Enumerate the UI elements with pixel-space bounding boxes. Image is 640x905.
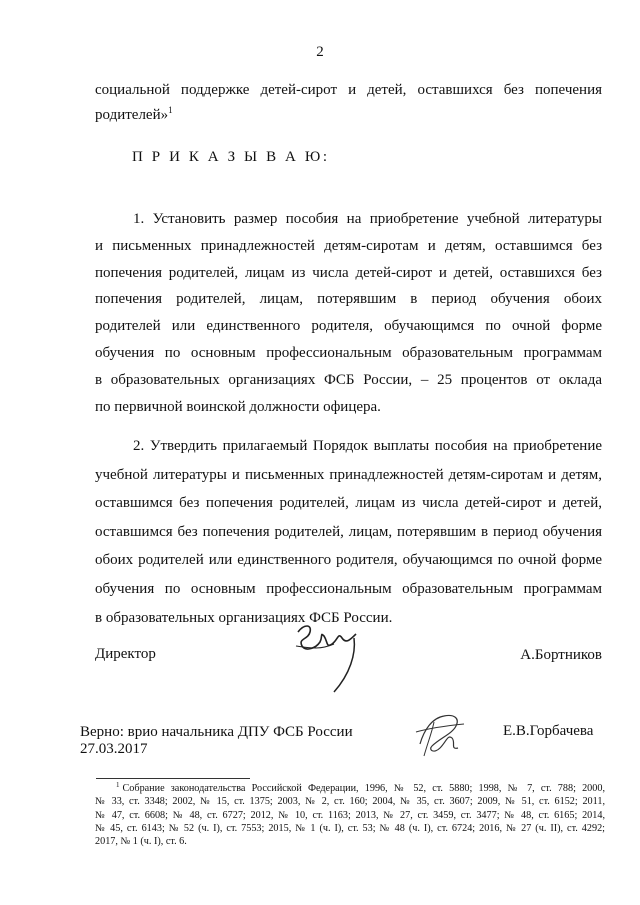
text-line: родителей или единственного родителя, обучающимся по очной форме — [95, 318, 602, 335]
text-line: в образовательных организациях ФСБ России, – 25 процентов от оклада — [95, 371, 602, 388]
signatory-name: А.Бортников — [520, 647, 602, 663]
text-fragment: родителей» — [95, 107, 169, 123]
text-line: 1. Установить размер пособия на приобретение учебной литературы — [133, 211, 602, 227]
footnote — [95, 782, 605, 848]
page-number: 2 — [316, 44, 324, 60]
text-line — [95, 103, 602, 128]
footnote-line: № 45, ст. 6143; № 52 (ч. I), ст. 7553; 2015, № 1 (ч. I), ст. 53; № 48 (ч. I), ст. 6724; 2016, № 27 (ч. II), ст. 4292; — [95, 822, 605, 834]
order-item-2 — [95, 432, 602, 632]
text-line: оставшимся без попечения родителей, лицам из числа детей-сирот и детей, — [95, 495, 602, 512]
text-line: попечения родителей, лицам, потерявшим в период обучения обоих — [95, 291, 602, 308]
certifier-signature-icon — [410, 708, 470, 763]
order-item-1 — [95, 206, 602, 420]
signatory-title: Директор — [95, 646, 156, 662]
footnote-line — [95, 782, 605, 795]
certification-date: 27.03.2017 — [80, 741, 148, 757]
text-line: социальной поддержке детей-сирот и детей, оставшихся без попечения — [95, 82, 602, 98]
certification-text: Верно: врио начальника ДПУ ФСБ России — [80, 724, 353, 740]
footnote-reference: 1 — [168, 105, 173, 115]
text-line: в образовательных организациях ФСБ России. — [95, 609, 393, 626]
text-line: по первичной воинской должности офицера. — [95, 398, 381, 415]
footnote-mark: 1 — [116, 782, 120, 789]
footnote-line: № 47, ст. 6608; № 48, ст. 6727; 2012, № 10, ст. 1163; 2013, № 27, ст. 3459, ст. 3477; № 48, ст. 6165; 2014, — [95, 809, 605, 821]
footnote-line: № 33, ст. 3348; 2002, № 15, ст. 1375; 2003, № 2, ст. 160; 2004, № 35, ст. 3607; 2009, № 51, ст. 6152; 2011, — [95, 796, 605, 808]
text-line: обучения по основным профессиональным образовательным программам — [95, 580, 602, 597]
text-line: 2. Утвердить прилагаемый Порядок выплаты пособия на приобретение — [133, 438, 602, 454]
footnote-line: 2017, № 1 (ч. I), ст. 6. — [95, 836, 187, 848]
footnote-text: Собрание законодательства Российской Федерации, 1996, № 52, ст. 5880; 1998, № 7, ст. 788; 2000, — [122, 783, 605, 794]
text-line: учебной литературы и письменных принадлежностей детям-сиротам и детям, — [95, 466, 602, 483]
director-signature-icon — [290, 618, 380, 698]
footnote-divider — [96, 778, 250, 779]
text-line: попечения родителей, лицам из числа детей-сирот и детей, оставшихся без — [95, 264, 602, 281]
intro-paragraph — [95, 78, 602, 128]
text-line: обучения по основным профессиональным образовательным программам — [95, 344, 602, 361]
certifier-name: Е.В.Горбачева — [503, 723, 594, 739]
text-line: и письменных принадлежностей детям-сиротам и детям, оставшимся без — [95, 237, 602, 254]
text-line: обоих родителей или единственного родителя, обучающимся по очной форме — [95, 552, 602, 569]
text-line: оставшимся без попечения родителей, лицам, потерявшим в период обучения — [95, 523, 602, 540]
order-heading: П Р И К А З Ы В А Ю: — [132, 149, 330, 165]
